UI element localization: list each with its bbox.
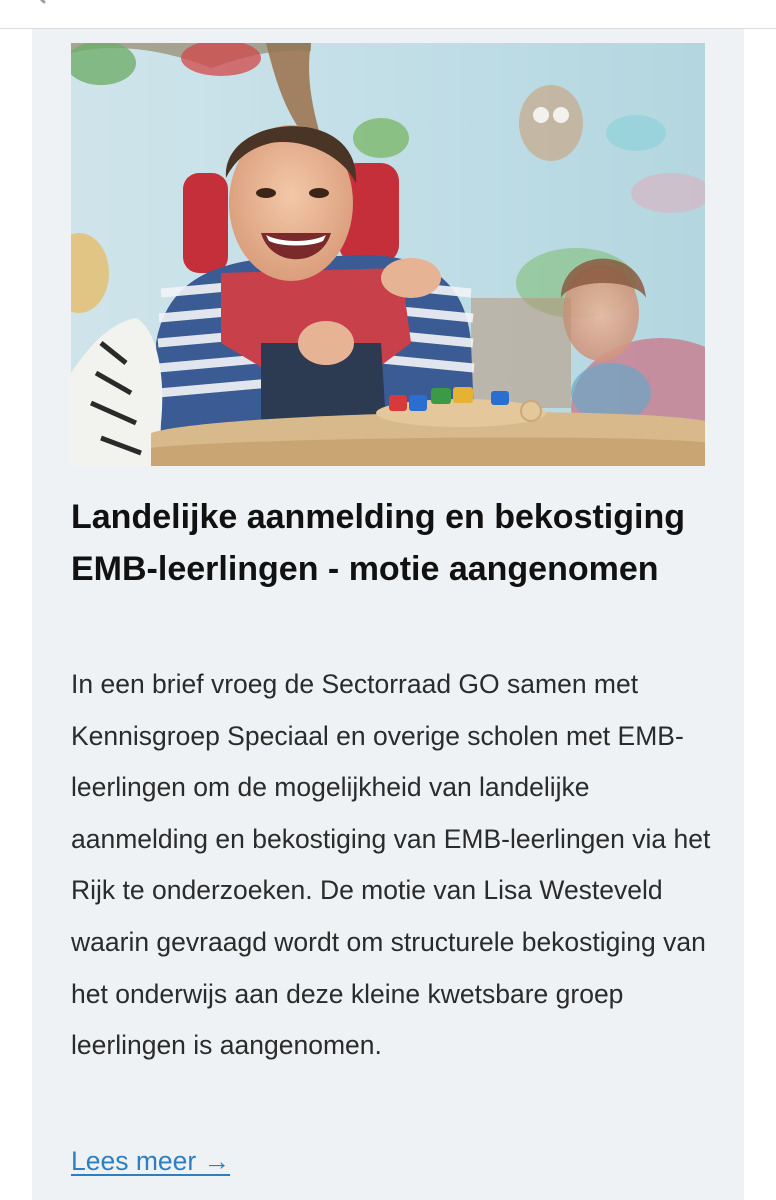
search-icon[interactable]	[30, 0, 48, 6]
article-summary: In een brief vroeg de Sectorraad GO samen met Kennisgroep Speciaal en overige scholen met EMB-leerlingen om de mogelijkheid van landelijke aanmelding en bekostiging van EMB-leerlingen via het Rijk te onderzoeken. De motie van Lisa Westeveld waarin gevraagd wordt om structurele bekostiging van het onderwijs aan deze kleine kwetsbare groep leerlingen is aangenomen.	[71, 669, 711, 1061]
article-image[interactable]	[71, 43, 705, 466]
news-card	[32, 29, 744, 1200]
read-more-link[interactable]: Lees meer →	[71, 1146, 231, 1176]
top-bar	[0, 0, 776, 29]
article-title[interactable]: Landelijke aanmelding en bekostiging EMB-leerlingen - motie aangenomen	[71, 498, 686, 588]
